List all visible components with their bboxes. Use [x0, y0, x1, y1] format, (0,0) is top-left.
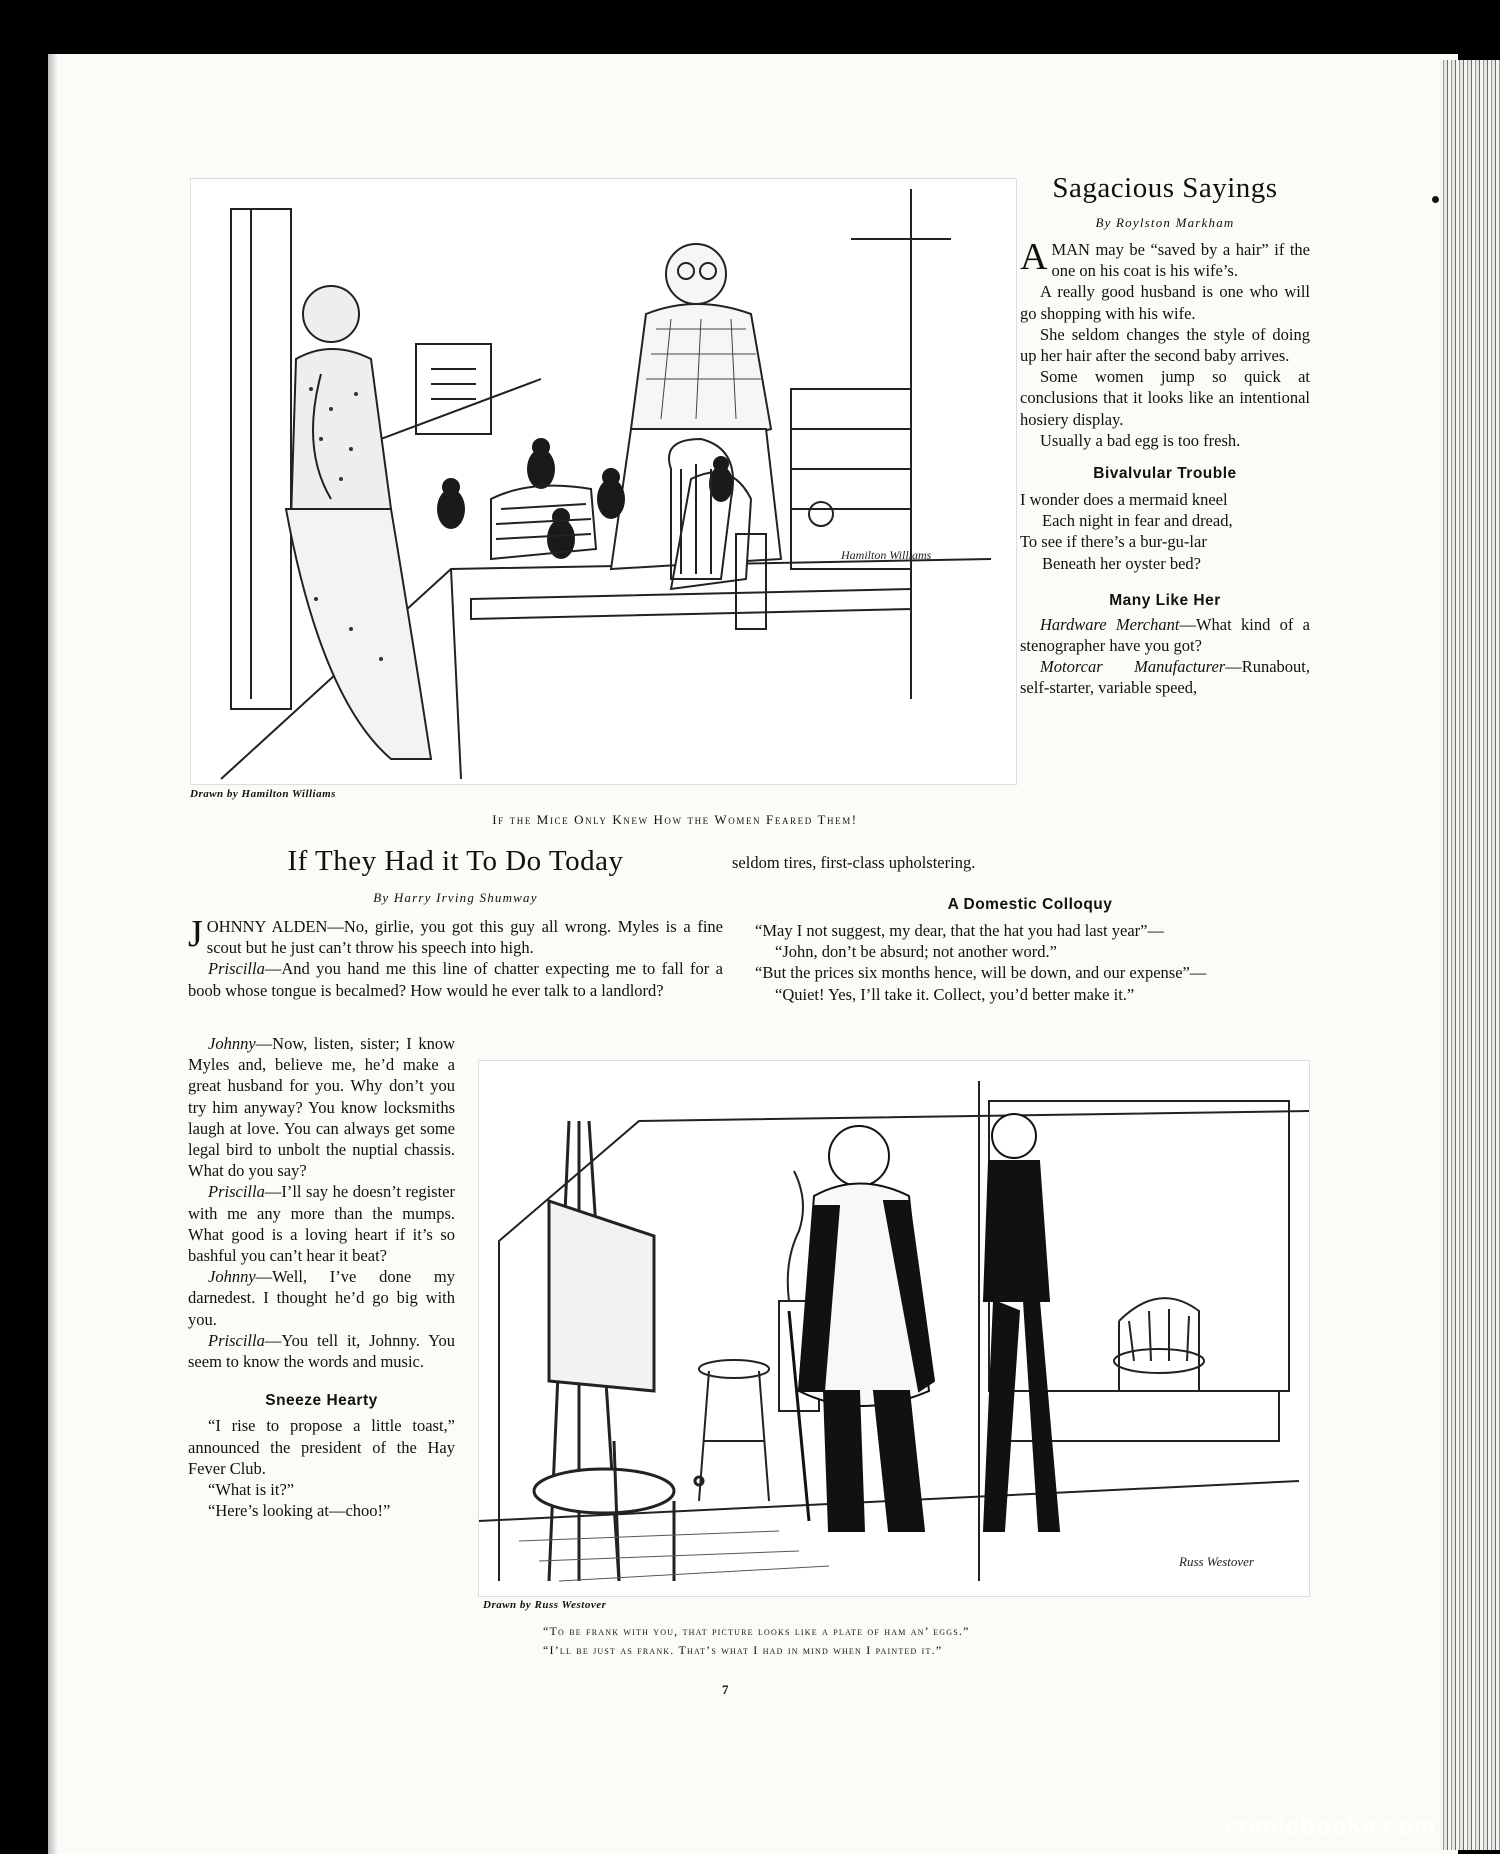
page-spine	[48, 54, 58, 1854]
sneeze-para: “Here’s looking at—choo!”	[208, 1501, 391, 1521]
story-title: If They Had it To Do Today	[287, 845, 624, 877]
domestic-title: A Domestic Colloquy	[947, 896, 1113, 913]
bottom-cartoon-illustration	[478, 1060, 1310, 1597]
top-cartoon-credit: Drawn by Hamilton Williams	[190, 788, 336, 800]
sagacious-lead: MAN may be “saved by a hair” if the one on his coat is his wife’s.	[1051, 240, 1310, 281]
top-cartoon-caption: If the Mice Only Knew How the Women Feared Them!	[492, 812, 858, 827]
story-para: —I’ll say he doesn’t register with me any more than the mumps. What good is a loving heart if it’s so bashful you can’t hear it beat?	[188, 1182, 455, 1266]
story-lead: OHNNY ALDEN—No, girlie, you got this guy all wrong. Myles is a fine scout but he just can’t throw his speech into high.	[206, 917, 723, 958]
page-number: 7	[722, 1682, 729, 1697]
dialogue-line: —What kind of a stenographer have you got?	[1020, 614, 1310, 656]
speaker-name: Motorcar Manufacturer	[1040, 657, 1226, 677]
sagacious-para: She seldom changes the style of doing up her hair after the second baby arrives.	[1020, 324, 1310, 366]
story-body-top	[188, 913, 723, 1001]
domestic-colloquy	[755, 896, 1305, 1005]
poem-line: To see if there’s a bur-gu-lar	[1020, 532, 1207, 552]
domestic-body	[755, 920, 1305, 1005]
sagacious-dropcap: A	[1020, 236, 1048, 278]
speaker-name: Priscilla	[208, 959, 265, 979]
story-column	[188, 845, 723, 1001]
story-byline: By Harry Irving Shumway	[373, 890, 538, 905]
sagacious-byline: By Roylston Markham	[1095, 215, 1235, 230]
dialogue-line: “Quiet! Yes, I’ll take it. Collect, you’d better make it.”	[775, 984, 1135, 1004]
poem-line: Beneath her oyster bed?	[1042, 553, 1201, 573]
bottom-cartoon-caption-2: “I’ll be just as frank. That’s what I had in mind when I painted it.”	[543, 1643, 943, 1657]
sagacious-para: Usually a bad egg is too fresh.	[1040, 430, 1241, 450]
many-like-her-title: Many Like Her	[1109, 591, 1221, 609]
bottom-cartoon-credit: Drawn by Russ Westover	[483, 1599, 607, 1611]
story-dropcap: J	[188, 913, 203, 955]
sagacious-para: Some women jump so quick at conclusions that it looks like an intentional hosiery display.	[1020, 367, 1310, 429]
speaker-name: Priscilla	[208, 1182, 265, 1202]
speaker-name: Hardware Merchant	[1040, 614, 1180, 634]
story-body-narrow	[188, 1033, 455, 1521]
poem-line: Each night in fear and dread,	[1042, 511, 1233, 531]
many-like-her-body	[1020, 614, 1310, 699]
bivalvular-poem	[1020, 489, 1310, 574]
speaker-name: Priscilla	[208, 1330, 265, 1350]
dialogue-line: “John, don’t be absurd; not another word.”	[775, 942, 1057, 962]
sagacious-body	[1020, 236, 1310, 451]
story-para: —Well, I’ve done my darnedest. I thought he’d go big with you.	[188, 1267, 455, 1329]
many-like-her-continuation: seldom tires, first-class upholstering.	[732, 853, 976, 872]
sneeze-para: “What is it?”	[208, 1480, 295, 1500]
kitchen-mice-drawing	[191, 179, 1016, 784]
sneeze-para: “I rise to propose a little toast,” announced the president of the Hay Fever Club.	[188, 1416, 455, 1478]
page-edges	[1440, 60, 1500, 1850]
poem-line: I wonder does a mermaid kneel	[1020, 490, 1228, 510]
artist-studio-drawing	[479, 1061, 1309, 1596]
bottom-cartoon-caption-1: “To be frank with you, that picture looks like a plate of ham an’ eggs.”	[543, 1624, 970, 1638]
sneeze-title: Sneeze Hearty	[265, 1392, 378, 1410]
story-para: —You tell it, Johnny. You seem to know the words and music.	[188, 1330, 455, 1372]
dialogue-line: —Runabout, self-starter, variable speed,	[1020, 657, 1310, 698]
bivalvular-title: Bivalvular Trouble	[1093, 465, 1237, 483]
dialogue-line: “May I not suggest, my dear, that the hat you had last year”—	[755, 921, 1164, 940]
story-para: —And you hand me this line of chatter expecting me to fall for a boob whose tongue is becalmed? How would he ever talk to a landlord?	[188, 959, 723, 1000]
watermark: comicbooks.com	[1225, 1812, 1437, 1840]
dialogue-line: “But the prices six months hence, will be down, and our expense”—	[755, 963, 1207, 983]
top-cartoon-illustration	[190, 178, 1017, 785]
sagacious-para: A really good husband is one who will go shopping with his wife.	[1020, 282, 1310, 323]
ink-dot	[1432, 196, 1439, 203]
cartoon-signature: Russ Westover	[1179, 1554, 1254, 1569]
sagacious-title: Sagacious Sayings	[1052, 172, 1278, 204]
sagacious-sayings-column	[1020, 172, 1310, 699]
speaker-name: Johnny	[208, 1034, 256, 1053]
story-para: —Now, listen, sister; I know Myles and, believe me, he’d make a great husband for you. Why don’t you try him anyway? You know locksmiths laugh at love. You can always get some legal bird to unbolt the nuptial chassis. What do you say?	[188, 1034, 455, 1181]
cartoon-signature: Hamilton Williams	[841, 548, 932, 562]
speaker-name: Johnny	[208, 1267, 256, 1287]
